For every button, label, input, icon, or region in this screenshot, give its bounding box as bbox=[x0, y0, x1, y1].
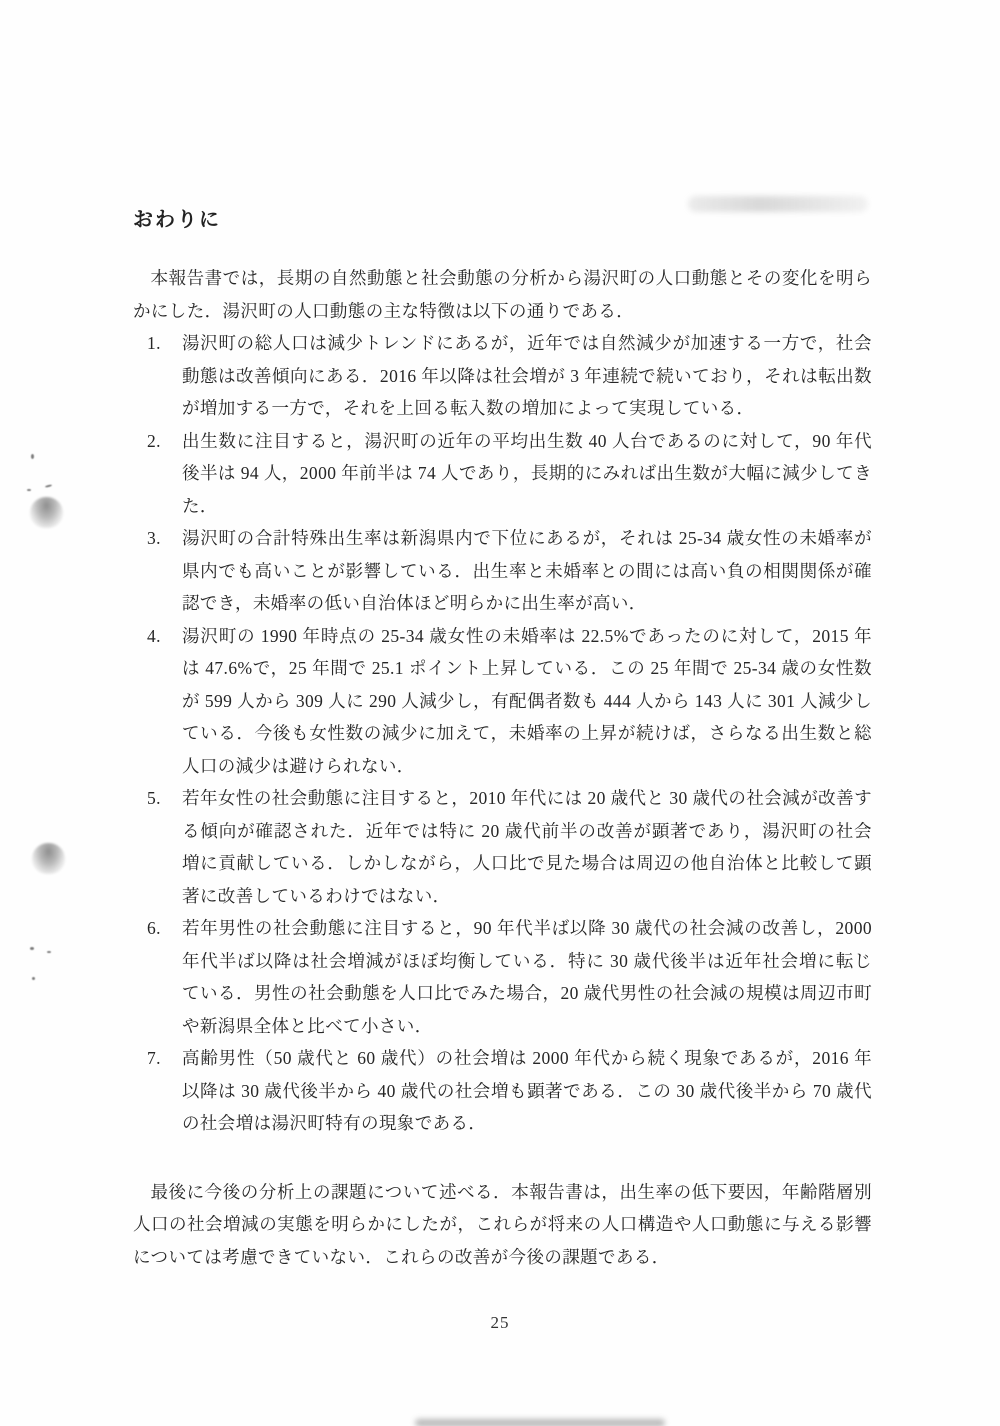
list-item-number: 1. bbox=[147, 333, 161, 353]
list-item bbox=[133, 522, 872, 620]
scan-speck bbox=[47, 951, 51, 953]
list-item-text: 高齢男性（50 歳代と 60 歳代）の社会増は 2000 年代から続く現象であるが，2016 年以降は 30 歳代後半から 40 歳代の社会増も顕著である．この 30 歳代後半から 70 歳代の社会増は湯沢町特有の現象である． bbox=[182, 1048, 872, 1133]
list-item bbox=[133, 912, 872, 1042]
list-item-text: 湯沢町の 1990 年時点の 25-34 歳女性の未婚率は 22.5%であったのに対して，2015 年は 47.6%で，25 年間で 25.1 ポイント上昇している．この 25 年間で 25-34 歳の女性数が 599 人から 309 人に 290 人減少し，有配偶者数も 444 人から 143 人に 301 人減少している．今後も女性数の減少に加えて，未婚率の上昇が続けば，さらなる出生数と総人口の減少は避けられない． bbox=[182, 625, 872, 776]
scan-speck bbox=[45, 484, 52, 488]
list-item-text: 湯沢町の合計特殊出生率は新潟県内で下位にあるが，それは 25-34 歳女性の未婚率が県内でも高いことが影響している．出生率と未婚率との間には高い負の相関関係が確認でき，未婚率の低い自治体ほど明らかに出生率が高い． bbox=[182, 528, 872, 613]
list-item-number: 4. bbox=[147, 625, 161, 646]
list-item-number: 5. bbox=[147, 788, 161, 808]
scan-smudge bbox=[415, 1419, 665, 1426]
section-title: おわりに bbox=[133, 209, 221, 231]
page-number: 25 bbox=[490, 1313, 510, 1332]
scan-speck bbox=[27, 489, 31, 491]
list-item bbox=[133, 620, 872, 783]
hole-punch-mark bbox=[30, 497, 63, 528]
list-item-number: 6. bbox=[147, 918, 161, 938]
list-item bbox=[133, 327, 872, 425]
intro-paragraph: 本報告書では，長期の自然動態と社会動態の分析から湯沢町の人口動態とその変化を明らかにした．湯沢町の人口動態の主な特徴は以下の通りである． bbox=[133, 268, 872, 321]
list-item-text: 若年女性の社会動態に注目すると，2010 年代には 20 歳代と 30 歳代の社会減が改善する傾向が確認された．近年では特に 20 歳代前半の改善が顕著であり，湯沢町の社会増に貢献している．しかしながら，人口比で見た場合は周辺の他自治体と比較して顕著に改善しているわけではない． bbox=[182, 788, 872, 906]
list-item-text: 出生数に注目すると，湯沢町の近年の平均出生数 40 人台であるのに対して，90 年代後半は 94 人，2000 年前半は 74 人であり，長期的にみれば出生数が大幅に減少してきた． bbox=[182, 430, 872, 516]
list-item bbox=[133, 425, 872, 523]
list-item-number: 3. bbox=[147, 528, 161, 548]
list-item bbox=[133, 1042, 872, 1140]
hole-punch-mark bbox=[32, 843, 65, 874]
scan-smudge bbox=[688, 196, 868, 212]
closing-paragraph: 最後に今後の分析上の課題について述べる．本報告書は，出生率の低下要因，年齢階層別人口の社会増減の実態を明らかにしたが，これらが将来の人口構造や人口動態に与える影響については考慮できていない．これらの改善が今後の課題である． bbox=[133, 1181, 872, 1267]
list-item-number: 2. bbox=[147, 430, 161, 451]
scan-speck bbox=[30, 947, 34, 950]
scan-speck bbox=[31, 454, 34, 459]
list-item-number: 7. bbox=[147, 1048, 161, 1068]
numbered-list bbox=[133, 327, 872, 1140]
scan-speck bbox=[32, 977, 35, 980]
body-text bbox=[133, 262, 872, 1273]
list-item-text: 若年男性の社会動態に注目すると，90 年代半ば以降 30 歳代の社会減の改善し，2000 年代半ば以降は社会増減がほぼ均衡している．特に 30 歳代後半は近年社会増に転じている．男性の社会動態を人口比でみた場合，20 歳代男性の社会減の規模は周辺市町や新潟県全体と比べて小さい． bbox=[182, 918, 872, 1036]
list-item-text: 湯沢町の総人口は減少トレンドにあるが，近年では自然減少が加速する一方で，社会動態は改善傾向にある．2016 年以降は社会増が 3 年連続で続いており，それは転出数が増加する一方で，それを上回る転入数の増加によって実現している． bbox=[182, 333, 872, 418]
list-item bbox=[133, 782, 872, 912]
